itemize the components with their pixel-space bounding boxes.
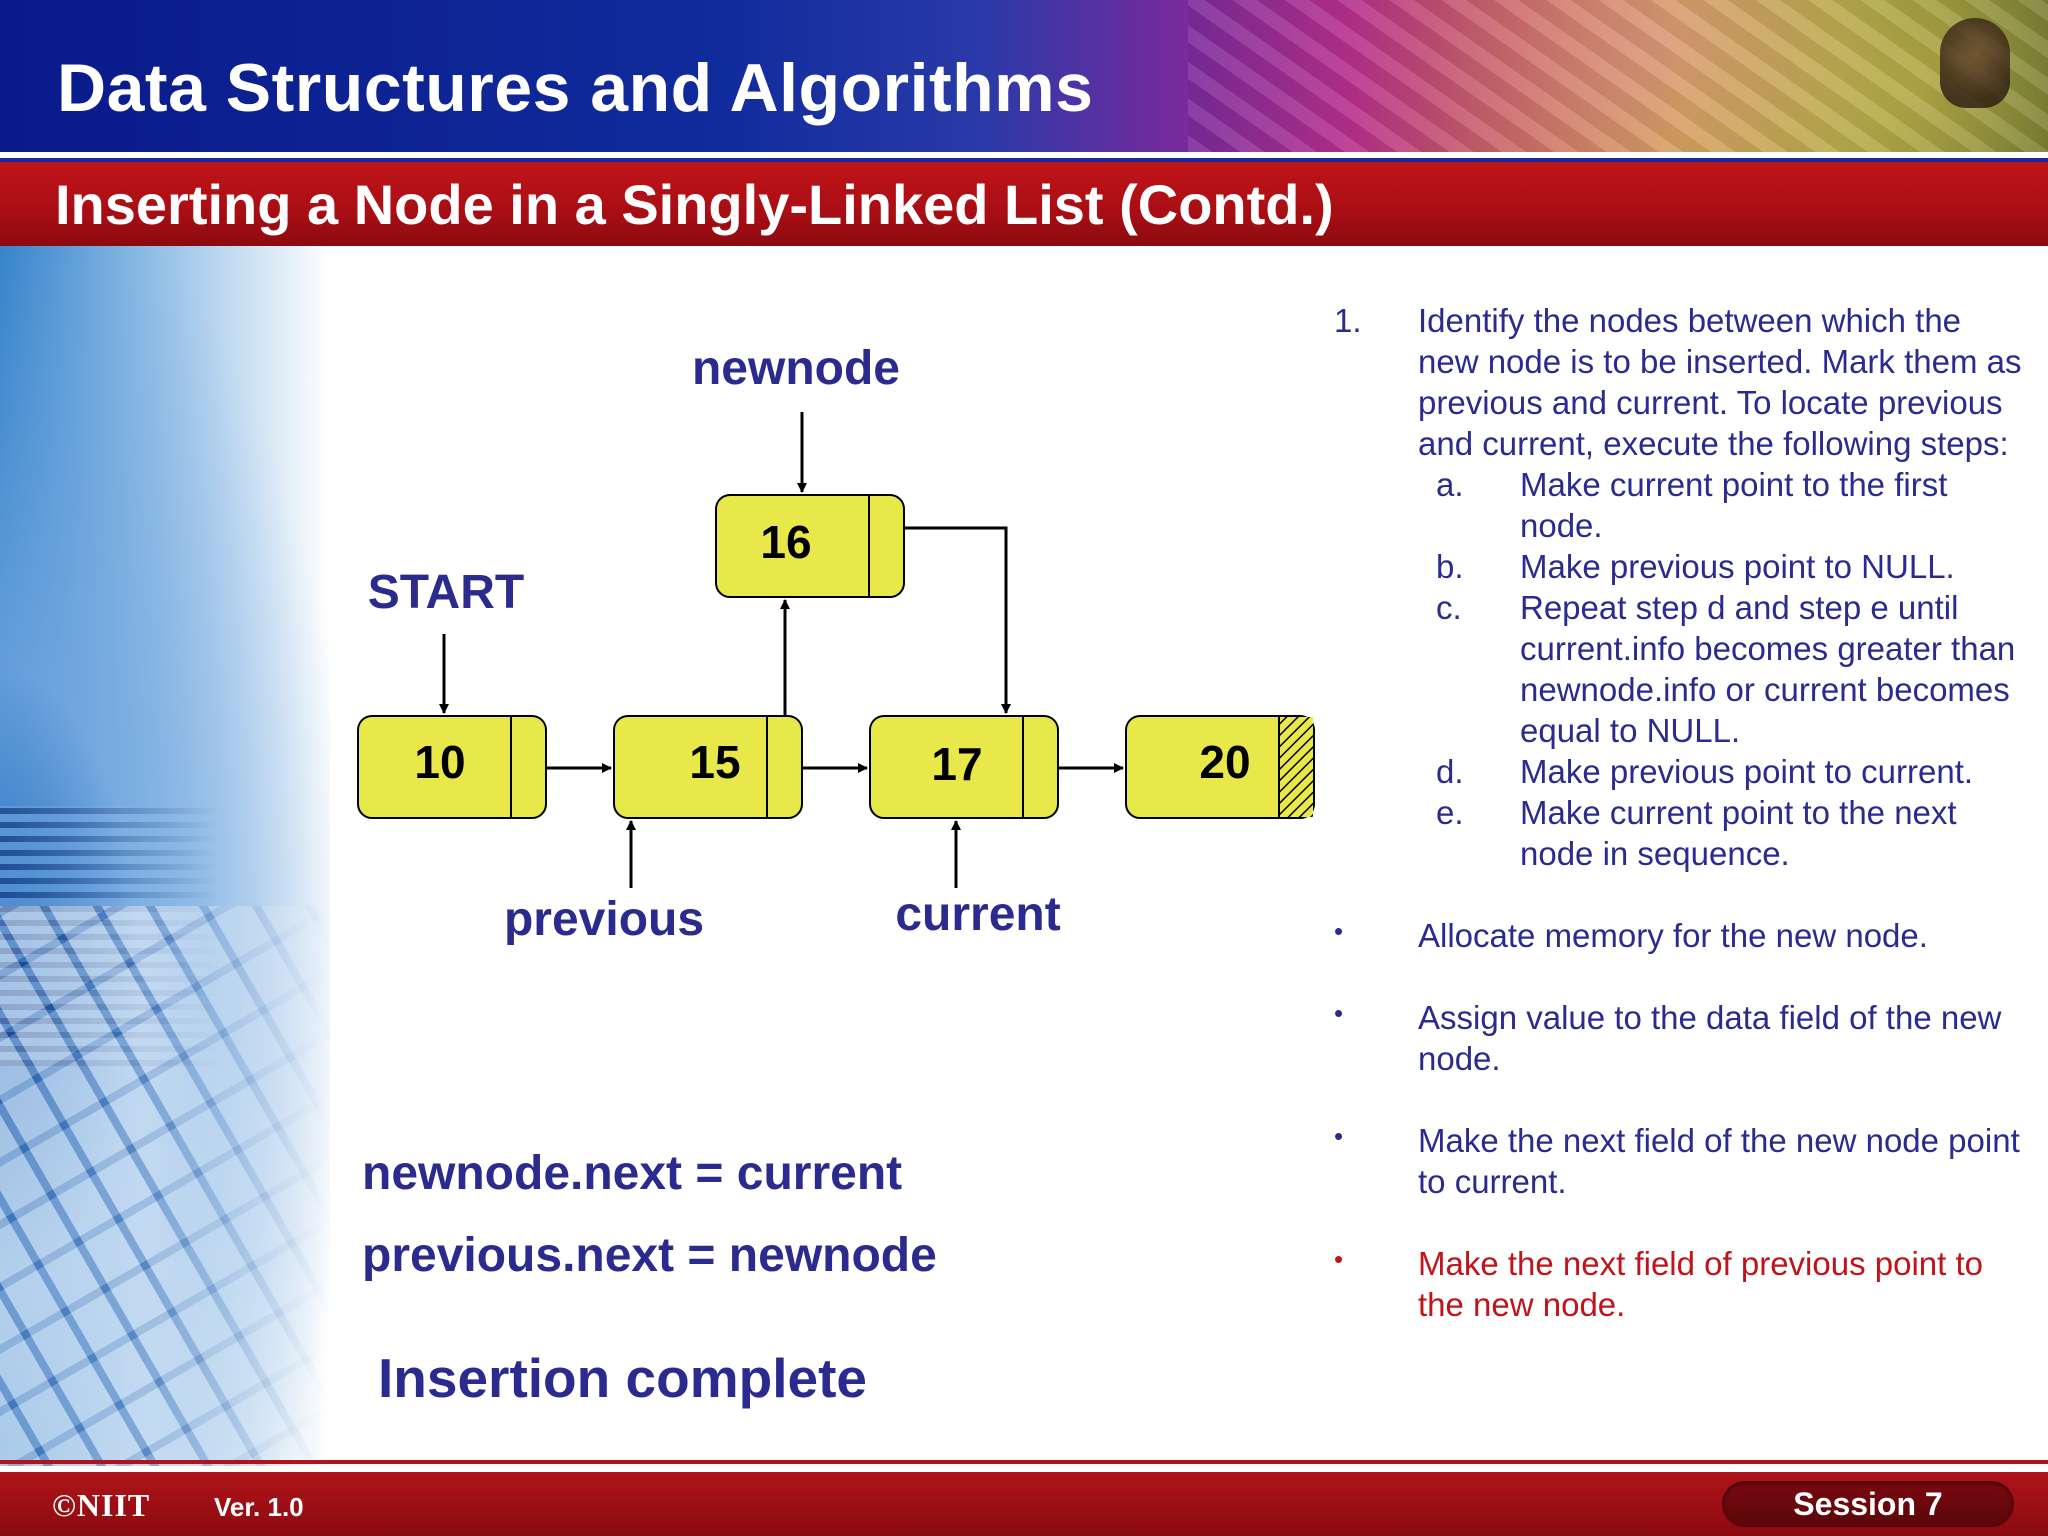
bullet-text: Assign value to the data field of the new node. bbox=[1418, 999, 2002, 1077]
status-message: Insertion complete bbox=[378, 1347, 867, 1409]
list-node bbox=[614, 716, 802, 818]
node-value: 20 bbox=[1199, 736, 1251, 788]
previous-label: previous bbox=[503, 893, 705, 946]
list-node bbox=[358, 716, 546, 818]
node-value: 10 bbox=[414, 736, 466, 788]
substep-text: Make previous point to current. bbox=[1520, 753, 1974, 790]
bullet-text: Make the next field of the new node point to current. bbox=[1418, 1122, 2020, 1200]
footer-divider bbox=[0, 1460, 2048, 1464]
bullet-text: Make the next field of previous point to the new node. bbox=[1418, 1245, 1983, 1323]
substep-marker: b. bbox=[1436, 548, 1464, 585]
list-node bbox=[1126, 716, 1314, 818]
list-node bbox=[870, 716, 1058, 818]
version-label: Ver. 1.0 bbox=[214, 1492, 304, 1522]
start-label: START bbox=[367, 566, 525, 619]
new-node bbox=[716, 495, 904, 597]
bullet-item bbox=[1330, 997, 2030, 1079]
bullet-text: Allocate memory for the new node. bbox=[1418, 917, 1928, 954]
bullet-item-highlighted bbox=[1330, 1243, 2030, 1325]
session-label: Session 7 bbox=[1793, 1486, 1943, 1522]
substep-text: Make previous point to NULL. bbox=[1520, 548, 1955, 585]
substep-e bbox=[1330, 792, 2030, 874]
substep-marker: c. bbox=[1436, 589, 1462, 626]
substep-d bbox=[1330, 751, 2030, 792]
substep-text: Make current point to the first node. bbox=[1520, 466, 1948, 544]
bullet-marker: • bbox=[1334, 1121, 1344, 1151]
code-line-previous-next: previous.next = newnode bbox=[362, 1229, 937, 1282]
newnode-label: newnode bbox=[691, 342, 901, 395]
app-title: Data Structures and Algorithms bbox=[57, 50, 1094, 126]
node-value: 17 bbox=[931, 738, 983, 790]
code-line-newnode-next: newnode.next = current bbox=[362, 1147, 903, 1200]
node-value: 15 bbox=[689, 736, 741, 788]
substep-c bbox=[1330, 587, 2030, 751]
step-1-marker: 1. bbox=[1334, 302, 1362, 339]
substep-marker: d. bbox=[1436, 753, 1464, 790]
step-1-text: Identify the nodes between which the new node is to be inserted. Mark them as previous and current. To locate previous and current, execute the following steps: bbox=[1418, 302, 2022, 462]
bullet-marker: • bbox=[1334, 916, 1344, 946]
bullet-item bbox=[1330, 1120, 2030, 1202]
substep-marker: e. bbox=[1436, 794, 1464, 831]
step-1 bbox=[1330, 300, 2030, 464]
substep-b bbox=[1330, 546, 2030, 587]
bullet-marker: • bbox=[1334, 998, 1344, 1028]
algorithm-steps bbox=[1330, 300, 2030, 1325]
current-label: current bbox=[895, 888, 1061, 941]
niit-logo: ©NIIT bbox=[52, 1487, 151, 1523]
slide-title: Inserting a Node in a Singly-Linked List (Contd.) bbox=[55, 173, 1334, 236]
substep-text: Repeat step d and step e until current.info becomes greater than newnode.info or current becomes equal to NULL. bbox=[1520, 589, 2016, 749]
substep-marker: a. bbox=[1436, 466, 1464, 503]
bullet-marker: • bbox=[1334, 1244, 1344, 1274]
substep-a bbox=[1330, 464, 2030, 546]
bullet-item bbox=[1330, 915, 2030, 956]
newnode-next-arrow bbox=[904, 528, 1006, 713]
substep-text: Make current point to the next node in sequence. bbox=[1520, 794, 1957, 872]
new-node-value: 16 bbox=[760, 516, 812, 568]
